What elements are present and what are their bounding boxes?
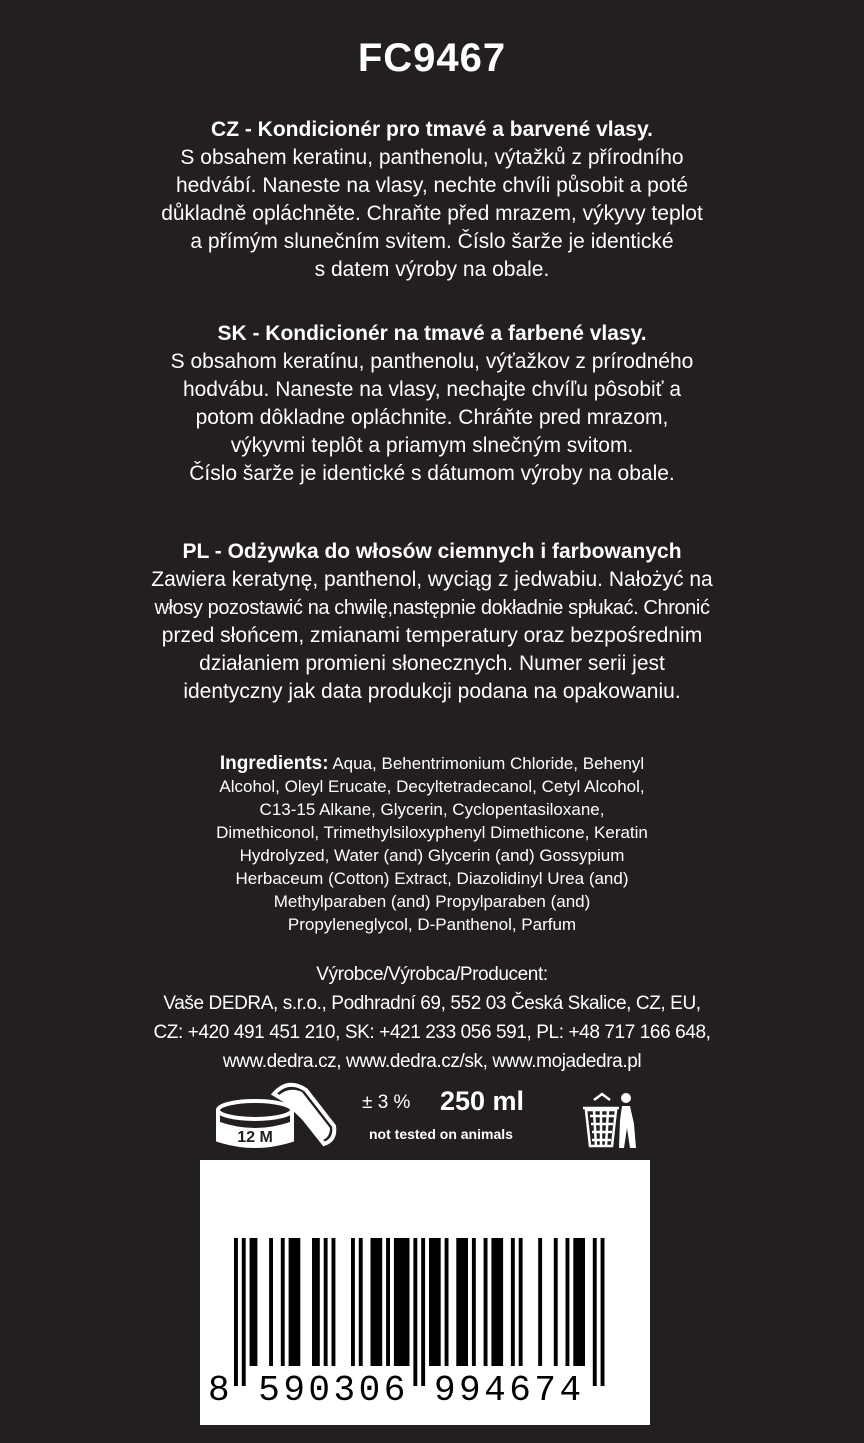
barcode-bar bbox=[269, 1238, 273, 1366]
ingredients-line: Alcohol, Oleyl Erucate, Decyltetradecanol, Cetyl Alcohol, bbox=[219, 777, 645, 796]
volume-label: 250 ml bbox=[440, 1086, 525, 1116]
producer-address: Vaše DEDRA, s.r.o., Podhradní 69, 552 03 Česká Skalice, CZ, EU, bbox=[163, 993, 701, 1014]
barcode-bar bbox=[351, 1238, 355, 1366]
barcode-bar bbox=[234, 1238, 238, 1386]
cz-line: důkladně opláchněte. Chraňte před mrazem, výkyvy teplot bbox=[161, 202, 703, 225]
barcode-bar bbox=[429, 1238, 441, 1366]
ingredients-text: Aqua, Behentrimonium Chloride, Behenyl bbox=[332, 754, 645, 773]
barcode bbox=[200, 1160, 650, 1425]
barcode-bar bbox=[601, 1238, 605, 1386]
cz-line: S obsahem keratinu, panthenolu, výtažků z přírodního bbox=[180, 146, 684, 169]
cz-heading: CZ - Kondicionér pro tmavé a barvené vlasy. bbox=[211, 118, 653, 141]
barcode-bar bbox=[394, 1238, 410, 1366]
barcode-left-group: 590306 bbox=[258, 1370, 409, 1411]
barcode-bar bbox=[593, 1238, 597, 1386]
producer-phones: CZ: +420 491 451 210, SK: +421 233 056 591, PL: +48 717 166 648, bbox=[153, 1022, 711, 1043]
barcode-bar bbox=[281, 1238, 285, 1366]
cz-section bbox=[100, 116, 764, 284]
recycle-bin-icon bbox=[580, 1090, 640, 1150]
pl-heading: PL - Odżywka do włosów ciemnych i farbowanych bbox=[182, 540, 682, 563]
barcode-digits bbox=[208, 1370, 638, 1411]
pl-line: Zawiera keratynę, panthenol, wyciąg z jedwabiu. Nałożyć na bbox=[151, 568, 713, 591]
barcode-bar bbox=[312, 1238, 320, 1366]
pao-label: 12 M bbox=[237, 1129, 273, 1146]
ingredients-line: Dimethiconol, Trimethylsiloxyphenyl Dimethicone, Keratin bbox=[216, 823, 648, 842]
barcode-bar bbox=[491, 1238, 503, 1366]
tolerance-label: ± 3 % bbox=[362, 1092, 411, 1113]
cz-line: a přímým slunečním svitem. Číslo šarže je identické bbox=[190, 230, 674, 253]
barcode-bar bbox=[324, 1238, 328, 1366]
ingredients-label: Ingredients: bbox=[219, 753, 329, 774]
sk-line: hodvábu. Naneste na vlasy, nechajte chvíľu pôsobiť a bbox=[182, 378, 682, 401]
barcode-bar bbox=[456, 1238, 468, 1366]
ingredients-line: Herbaceum (Cotton) Extract, Diazolidinyl Urea (and) bbox=[235, 869, 629, 888]
sk-line: potom dôkladne opláchnite. Chráňte pred mrazom, bbox=[195, 406, 669, 429]
open-jar-icon bbox=[212, 1082, 340, 1154]
barcode-right-group: 994674 bbox=[433, 1370, 585, 1411]
barcode-bar bbox=[413, 1238, 417, 1386]
barcode-bar bbox=[371, 1238, 383, 1366]
sk-line: S obsahom keratínu, panthenolu, výťažkov z prírodného bbox=[170, 350, 694, 373]
barcode-bar bbox=[242, 1238, 246, 1386]
barcode-bar bbox=[573, 1238, 585, 1366]
cz-line: hedvábí. Naneste na vlasy, nechte chvíli působit a poté bbox=[175, 174, 689, 197]
pl-line: identyczny jak data produkcji podana na opakowaniu. bbox=[183, 680, 681, 703]
producer-section bbox=[100, 960, 764, 1076]
barcode-bar bbox=[250, 1238, 258, 1366]
barcode-bar bbox=[554, 1238, 558, 1366]
ingredients-section bbox=[120, 752, 744, 936]
barcode-bar bbox=[421, 1238, 425, 1386]
pl-line: włosy pozostawić na chwilę,następnie dokładnie spłukać. Chronić bbox=[154, 597, 710, 619]
producer-label: Výrobce/Výrobca/Producent: bbox=[316, 964, 548, 985]
ingredients-line: C13-15 Alkane, Glycerin, Cyclopentasiloxane, bbox=[259, 800, 605, 819]
pl-section bbox=[100, 538, 764, 706]
barcode-bar bbox=[538, 1238, 542, 1366]
cz-line: s datem výroby na obale. bbox=[314, 258, 550, 281]
barcode-bar bbox=[519, 1238, 523, 1366]
sk-heading: SK - Kondicionér na tmavé a farbené vlasy. bbox=[217, 322, 647, 345]
pl-line: działaniem promieni słonecznych. Numer serii jest bbox=[199, 652, 665, 675]
barcode-bar bbox=[445, 1238, 449, 1366]
barcode-bar bbox=[289, 1238, 301, 1366]
barcode-bar bbox=[511, 1238, 515, 1366]
pl-line: przed słońcem, zmianami temperatury oraz bezpośrednim bbox=[161, 624, 703, 647]
barcode-bar bbox=[484, 1238, 488, 1366]
producer-web: www.dedra.cz, www.dedra.cz/sk, www.mojadedra.pl bbox=[222, 1051, 642, 1072]
barcode-bar bbox=[359, 1238, 363, 1366]
ingredients-line: Methylparaben (and) Propylparaben (and) bbox=[273, 892, 591, 911]
barcode-bar bbox=[566, 1238, 570, 1366]
sk-line: Číslo šarže je identické s dátumom výroby na obale. bbox=[189, 462, 675, 485]
barcode-bar bbox=[386, 1238, 390, 1366]
barcode-first-digit: 8 bbox=[208, 1370, 234, 1411]
sk-section bbox=[100, 320, 764, 488]
barcode-bar bbox=[472, 1238, 476, 1366]
ingredients-line: Propyleneglycol, D-Panthenol, Parfum bbox=[287, 915, 577, 934]
product-code: FC9467 bbox=[357, 36, 507, 80]
animal-claim: not tested on animals bbox=[369, 1126, 513, 1142]
barcode-bar bbox=[332, 1238, 336, 1366]
sk-line: výkyvmi teplôt a priamym slnečným svitom. bbox=[230, 434, 634, 457]
ingredients-line: Hydrolyzed, Water (and) Glycerin (and) Gossypium bbox=[239, 846, 625, 865]
